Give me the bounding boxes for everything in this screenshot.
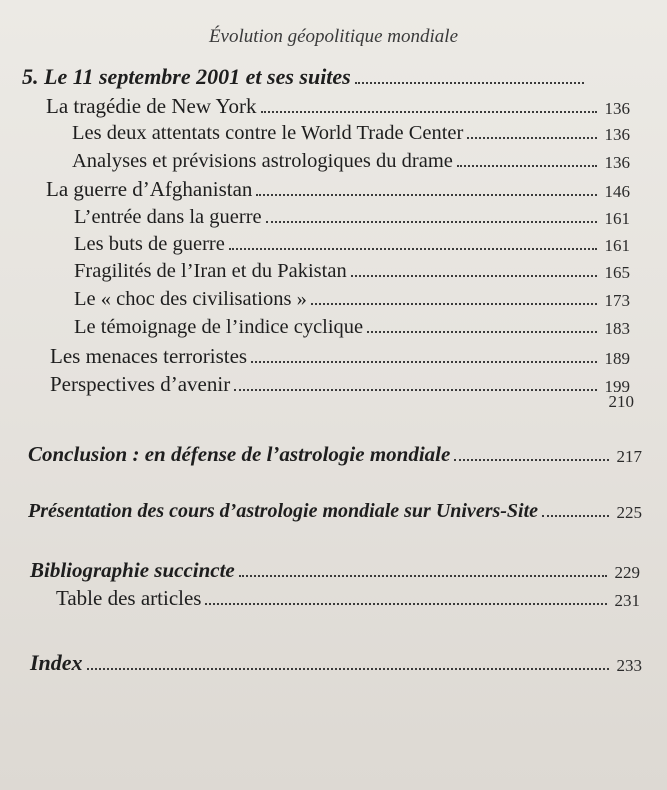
toc-entry [74,206,630,229]
toc-entry-title: Fragilités de l’Iran et du Pakistan [74,260,347,282]
toc-entry [72,122,630,145]
toc-entry [74,316,630,339]
dot-leader [542,515,608,517]
toc-entry-title: 5. Le 11 septembre 2001 et ses suites [22,64,351,89]
toc-entry-page: 136 [604,153,630,172]
toc-entry-page: 183 [604,319,630,338]
toc-entry-page: 199 [604,377,630,396]
toc-entry-page: 173 [604,291,630,310]
toc-entry-page: 161 [604,236,630,255]
toc-entry [74,288,630,311]
toc-entry-title: Index [30,650,83,675]
dot-leader [87,668,609,670]
toc-entry-title: Présentation des cours d’astrologie mondiale sur Univers-Site [28,500,539,522]
dot-leader [266,221,597,223]
dot-leader [457,165,597,167]
toc-entry-page: 136 [604,125,630,144]
toc-entry-page: 161 [604,209,630,228]
dot-leader [205,603,606,605]
toc-entry-title: Conclusion : en défense de l’astrologie mondiale [28,442,451,466]
toc-entry [74,260,630,283]
toc-entry-title: L’entrée dans la guerre [74,206,262,228]
toc-entry-page: 231 [614,591,640,610]
toc-entry-page: 225 [616,503,642,522]
toc-section-presentation [28,500,642,523]
toc-entry [50,344,630,369]
toc-entry-page: 217 [616,447,642,466]
toc-entry-page: 229 [614,563,640,582]
toc-entry-title: Les buts de guerre [74,233,225,255]
toc-entry-title: Le témoignage de l’indice cyclique [74,316,364,338]
dot-leader [367,331,596,333]
toc-entry-page: 146 [604,182,630,201]
dot-leader [467,137,596,139]
toc-entry-title: La guerre d’Afghanistan [46,177,253,201]
toc-entry-title: Bibliographie succincte [30,558,235,582]
dot-leader [454,459,608,461]
toc-section-bibliographie [30,558,640,583]
toc-entry-title: Les deux attentats contre le World Trade Center [72,122,464,144]
dot-leader [251,361,596,363]
toc-entry-title: La tragédie de New York [46,94,257,118]
toc-section-index [30,650,642,676]
dot-leader [311,303,597,305]
toc-entry [46,177,630,202]
toc-entry [50,392,634,412]
toc-entry-title: Analyses et prévisions astrologiques du drame [72,150,453,172]
toc-entry-page: 189 [604,349,630,368]
dot-leader [351,275,597,277]
toc-section-conclusion [28,442,642,467]
toc-entry-page: 165 [604,263,630,282]
toc-entry [74,233,630,256]
dot-leader [261,111,597,113]
toc-entry-page: 210 [608,392,634,411]
dot-leader [355,82,584,84]
toc-entry-title: Perspectives d’avenir [50,372,231,396]
toc-entry-table-articles [56,586,640,611]
toc-entry-title: Les menaces terroristes [50,344,248,368]
toc-entry-title: Le « choc des civilisations » [74,288,307,310]
toc-entry [46,94,630,119]
dot-leader [256,194,596,196]
toc-entry [72,150,630,173]
dot-leader [239,575,607,577]
toc-chapter-heading [22,64,592,90]
toc-entry-title: Table des articles [56,586,202,610]
toc-entry-page: 233 [616,656,642,675]
toc-entry-page: 136 [604,99,630,118]
dot-leader [234,389,596,391]
running-header: Évolution géopolitique mondiale [208,26,459,47]
dot-leader [229,248,597,250]
